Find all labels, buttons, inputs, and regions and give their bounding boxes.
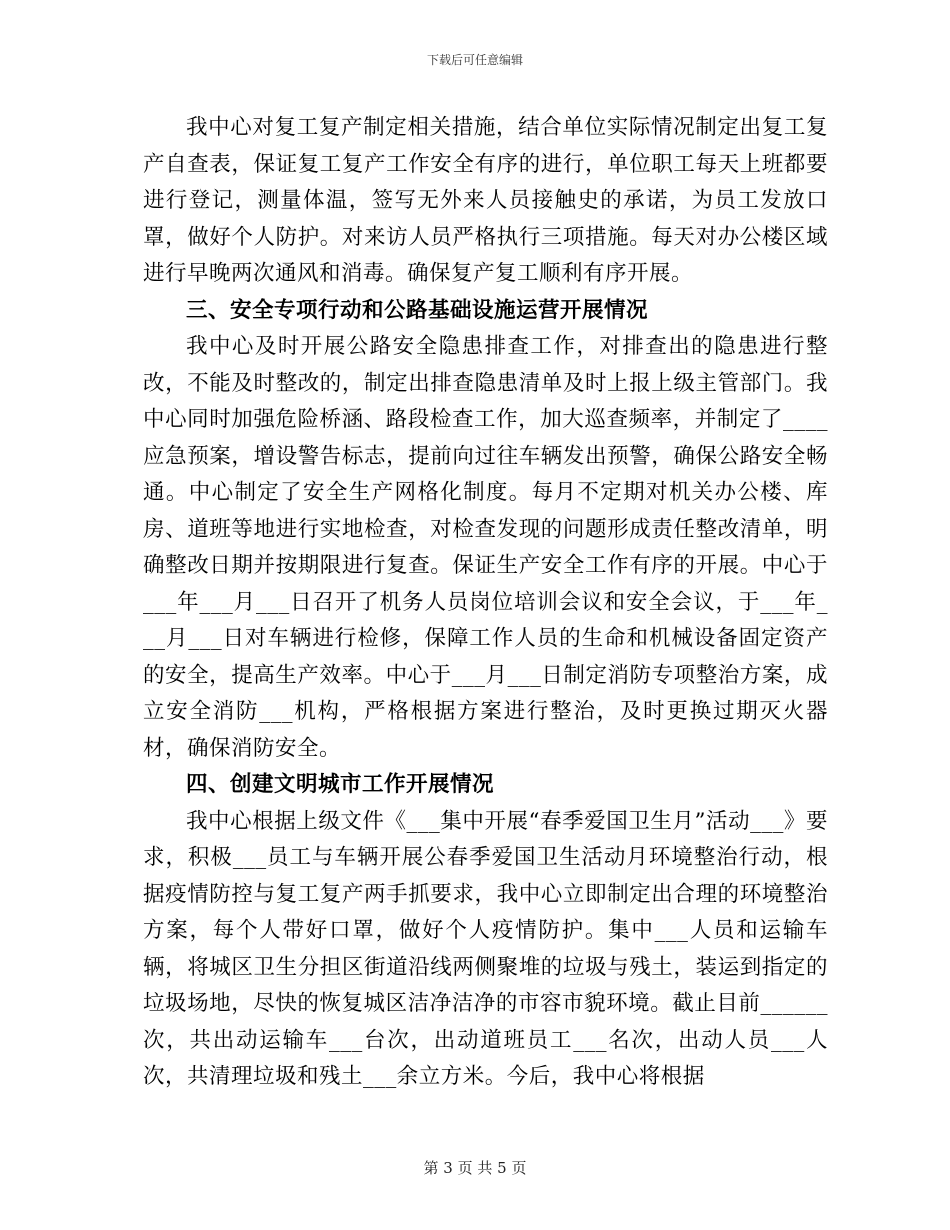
- document-body: [143, 110, 828, 1096]
- page-header: 下载后可任意编辑: [426, 53, 523, 67]
- page-footer: 第 3 页 共 5 页: [423, 1159, 527, 1177]
- paragraph-resumption-measures: 我中心对复工复产制定相关措施，结合单位实际情况制定出复工复产自查表，保证复工复产工作安全有序的进行，单位职工每天上班都要进行登记，测量体温，签写无外来人员接触史的承诺，为员工发放口罩，做好个人防护。对来访人员严格执行三项措施。每天对办公楼区域进行早晚两次通风和消毒。确保复产复工顺利有序开展。: [143, 115, 828, 286]
- section-heading-safety: 三、安全专项行动和公路基础设施运营开展情况: [186, 297, 649, 323]
- paragraph-safety-actions: 我中心及时开展公路安全隐患排查工作，对排查出的隐患进行整改，不能及时整改的，制定出排查隐患清单及时上报上级主管部门。我中心同时加强危险桥涵、路段检查工作，加大巡查频率，并制定了____应急预案，增设警告标志，提前向过往车辆发出预警，确保公路安全畅通。中心制定了安全生产网格化制度。每月不定期对机关办公楼、库房、道班等地进行实地检查，对检查发现的问题形成责任整改清单，明确整改日期并按期限进行复查。保证生产安全工作有序的开展。中心于___年___月___日召开了机务人员岗位培训会议和安全会议，于___年___月___日对车辆进行检修，保障工作人员的生命和机械设备固定资产的安全，提高生产效率。中心于___月___日制定消防专项整治方案，成立安全消防___机构，严格根据方案进行整治，及时更换过期灭火器材，确保消防安全。: [143, 334, 828, 761]
- section-heading-civilized-city: 四、创建文明城市工作开展情况: [186, 772, 495, 797]
- paragraph-civilized-city: 我中心根据上级文件《___集中开展“春季爱国卫生月”活动___》要求，积极___员工与车辆开展公春季爱国卫生活动月环境整治行动，根据疫情防控与复工复产两手抓要求，我中心立即制定出合理的环境整治方案，每个人带好口罩，做好个人疫情防护。集中___人员和运输车辆，将城区卫生分担区街道沿线两侧聚堆的垃圾与残土，装运到指定的垃圾场地，尽快的恢复城区洁净洁净的市容市貌环境。截止目前______次，共出动运输车___台次，出动道班员工___名次，出动人员___人次，共清理垃圾和残土___余立方米。今后，我中心将根据: [143, 808, 828, 1089]
